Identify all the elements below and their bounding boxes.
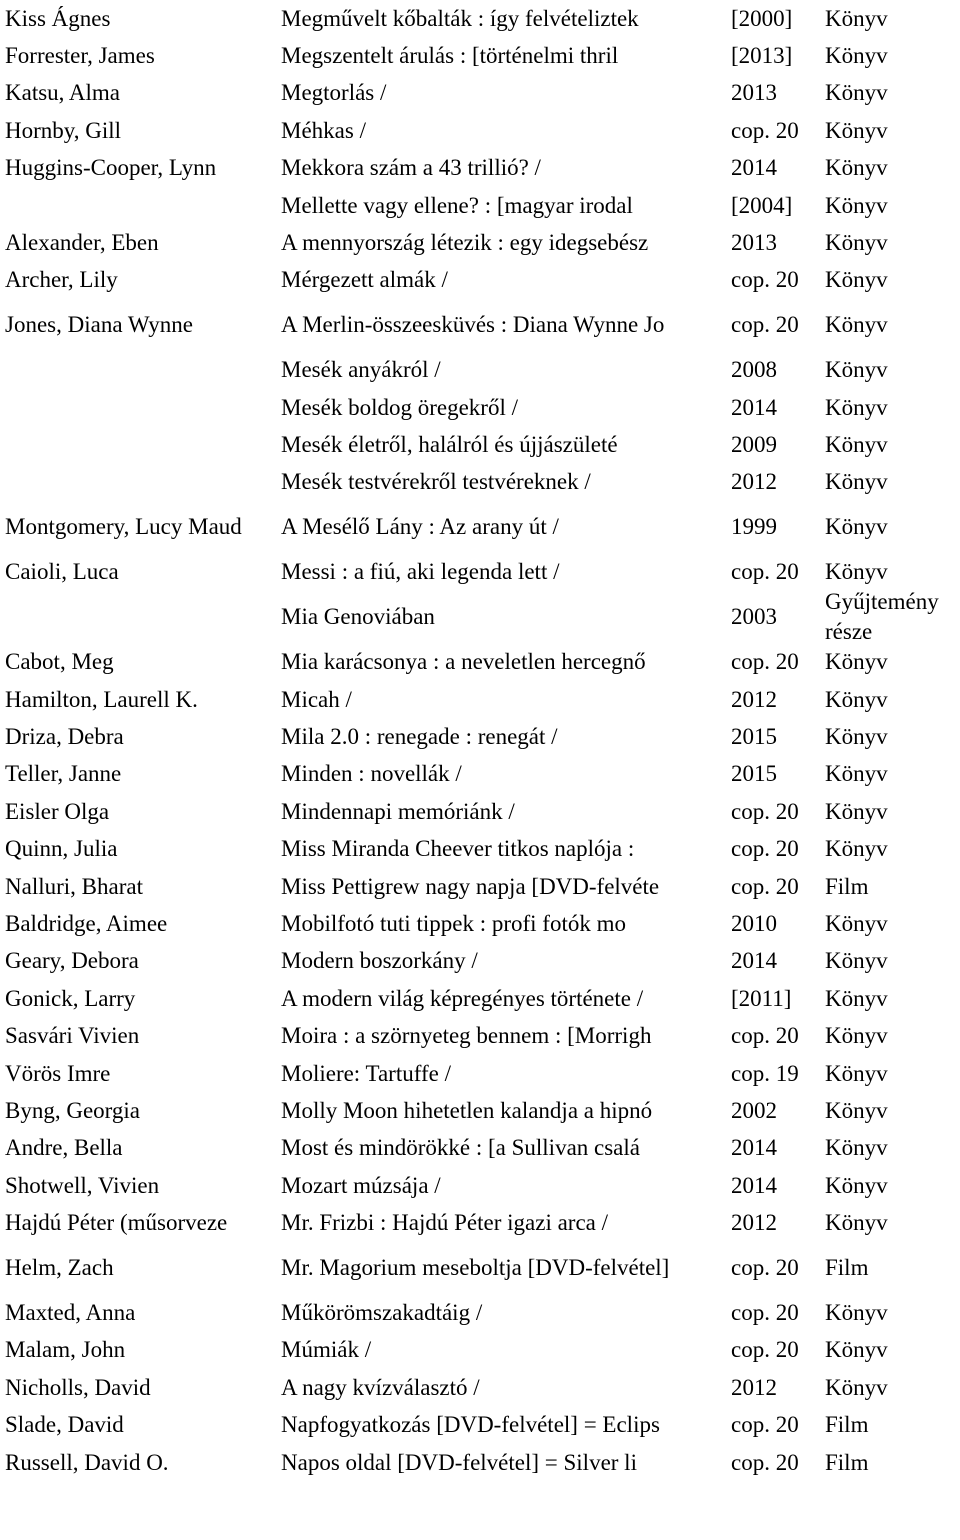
cell-type: Könyv xyxy=(825,514,888,540)
cell-type: Film xyxy=(825,1449,869,1475)
cell-author: Hamilton, Laurell K. xyxy=(5,686,198,712)
cell-type: Könyv xyxy=(825,432,888,458)
cell-type: Könyv xyxy=(825,267,888,293)
cell-type: Könyv xyxy=(825,649,888,675)
table-row xyxy=(0,943,960,980)
table-row xyxy=(0,1332,960,1369)
cell-year: 2002 xyxy=(731,1097,777,1123)
table-row xyxy=(0,1369,960,1406)
cell-title: Megművelt kőbalták : így felvételiztek xyxy=(281,5,639,31)
cell-year: 1999 xyxy=(731,514,777,540)
cell-author: Maxted, Anna xyxy=(5,1300,136,1326)
cell-type: Könyv xyxy=(825,394,888,420)
cell-title: Molly Moon hihetetlen kalandja a hipnó xyxy=(281,1097,653,1123)
cell-title: Mesék anyákról / xyxy=(281,357,441,383)
cell-year: cop. 20 xyxy=(731,1255,799,1281)
cell-title: Múmiák / xyxy=(281,1337,372,1363)
cell-author: Alexander, Eben xyxy=(5,230,159,256)
cell-title: Mila 2.0 : renegade : renegát / xyxy=(281,724,558,750)
cell-title: Most és mindörökké : [a Sullivan csalá xyxy=(281,1135,640,1161)
cell-type: Könyv xyxy=(825,1172,888,1198)
cell-year: cop. 20 xyxy=(731,798,799,824)
table-row xyxy=(0,1242,960,1295)
cell-type: Könyv xyxy=(825,5,888,31)
table-row xyxy=(0,187,960,224)
cell-type: Könyv xyxy=(825,686,888,712)
cell-author: Baldridge, Aimee xyxy=(5,911,168,936)
table-row xyxy=(0,37,960,74)
cell-author xyxy=(5,426,273,463)
cell-type: Könyv xyxy=(825,948,888,974)
cell-title: Moliere: Tartuffe / xyxy=(281,1060,451,1086)
cell-author: Quinn, Julia xyxy=(5,836,118,862)
cell-type: Könyv xyxy=(825,985,888,1011)
cell-type: Könyv xyxy=(825,1210,888,1236)
cell-title: Mozart múzsája / xyxy=(281,1172,441,1198)
cell-type: Könyv xyxy=(825,836,888,862)
cell-author: Caioli, Luca xyxy=(5,559,119,585)
cell-year: cop. 19 xyxy=(731,1060,799,1086)
cell-author: Byng, Georgia xyxy=(5,1097,141,1123)
cell-type: Gyűjtemény része xyxy=(825,591,939,644)
cell-author: Huggins-Cooper, Lynn xyxy=(5,155,217,181)
cell-type: Könyv xyxy=(825,1300,888,1326)
cell-author xyxy=(5,464,273,501)
cell-title: Megszentelt árulás : [történelmi thril xyxy=(281,43,619,69)
cell-year: 2012 xyxy=(731,1374,777,1400)
cell-author xyxy=(5,591,273,644)
table-row xyxy=(0,1130,960,1167)
table-row xyxy=(0,112,960,149)
cell-title: A Mesélő Lány : Az arany út / xyxy=(281,514,559,540)
table-row xyxy=(0,591,960,644)
table-row xyxy=(0,75,960,112)
cell-title: Napfogyatkozás [DVD-felvétel] = Eclips xyxy=(281,1412,660,1438)
table-row xyxy=(0,1017,960,1054)
cell-type: Könyv xyxy=(825,1337,888,1363)
cell-author: Sasvári Vivien xyxy=(5,1023,140,1049)
cell-author: Hornby, Gill xyxy=(5,117,122,143)
cell-title: Mia Genoviában xyxy=(281,604,435,630)
cell-title: Mobilfotó tuti tippek : profi fotók mo xyxy=(281,911,626,936)
table-row xyxy=(0,224,960,261)
cell-title: A modern világ képregényes története / xyxy=(281,985,644,1011)
cell-year: 2014 xyxy=(731,1135,777,1161)
cell-type: Könyv xyxy=(825,1135,888,1161)
cell-year: 2012 xyxy=(731,686,777,712)
cell-year: 2014 xyxy=(731,1172,777,1198)
cell-title: Mérgezett almák / xyxy=(281,267,448,293)
cell-author: Eisler Olga xyxy=(5,798,110,824)
table-row xyxy=(0,262,960,299)
cell-title: Mr. Frizbi : Hajdú Péter igazi arca / xyxy=(281,1210,609,1236)
cell-year: cop. 20 xyxy=(731,649,799,675)
cell-year: 2014 xyxy=(731,394,777,420)
table-row xyxy=(0,389,960,426)
table-row xyxy=(0,756,960,793)
table-row xyxy=(0,644,960,681)
table-row xyxy=(0,1407,960,1444)
cell-title: Mesék testvérekről testvéreknek / xyxy=(281,469,591,495)
cell-title: Moira : a szörnyeteg bennem : [Morrigh xyxy=(281,1023,652,1049)
table-row xyxy=(0,793,960,830)
cell-title: A Merlin-összeesküvés : Diana Wynne Jo xyxy=(281,312,665,338)
cell-year: 2014 xyxy=(731,948,777,974)
cell-type: Könyv xyxy=(825,798,888,824)
cell-year: 2015 xyxy=(731,761,777,787)
cell-type: Könyv xyxy=(825,469,888,495)
cell-title: Napos oldal [DVD-felvétel] = Silver li xyxy=(281,1449,637,1475)
cell-year: cop. 20 xyxy=(731,1337,799,1363)
cell-author: Helm, Zach xyxy=(5,1255,114,1281)
table-row xyxy=(0,1055,960,1092)
cell-author: Andre, Bella xyxy=(5,1135,123,1161)
cell-author: Driza, Debra xyxy=(5,724,124,750)
cell-author: Vörös Imre xyxy=(5,1060,111,1086)
cell-year: [2011] xyxy=(731,985,792,1011)
cell-title: Miss Pettigrew nagy napja [DVD-felvéte xyxy=(281,873,660,899)
cell-year: [2004] xyxy=(731,192,793,218)
cell-year: cop. 20 xyxy=(731,559,799,585)
cell-year: cop. 20 xyxy=(731,267,799,293)
table-row xyxy=(0,554,960,591)
cell-year: [2013] xyxy=(731,43,793,69)
cell-author: Cabot, Meg xyxy=(5,649,114,675)
cell-author: Jones, Diana Wynne xyxy=(5,312,193,338)
cell-title: Mekkora szám a 43 trillió? / xyxy=(281,155,541,181)
table-row xyxy=(0,0,960,37)
cell-author: Nalluri, Bharat xyxy=(5,873,143,899)
cell-title: Mr. Magorium meseboltja [DVD-felvétel] xyxy=(281,1255,670,1281)
cell-author: Katsu, Alma xyxy=(5,80,120,106)
cell-year: [2000] xyxy=(731,5,793,31)
cell-type: Könyv xyxy=(825,80,888,106)
table-row xyxy=(0,501,960,554)
cell-year: cop. 20 xyxy=(731,312,799,338)
table-row xyxy=(0,905,960,942)
cell-title: Mesék boldog öregekről / xyxy=(281,394,518,420)
cell-title: Modern boszorkány / xyxy=(281,948,478,974)
cell-type: Könyv xyxy=(825,1023,888,1049)
cell-author: Geary, Debora xyxy=(5,948,139,974)
cell-type: Könyv xyxy=(825,1374,888,1400)
cell-type: Könyv xyxy=(825,559,888,585)
table-row xyxy=(0,1444,960,1481)
cell-title: Micah / xyxy=(281,686,352,712)
cell-title: Minden : novellák / xyxy=(281,761,462,787)
cell-author xyxy=(5,352,273,389)
table-row xyxy=(0,1167,960,1204)
table-row xyxy=(0,831,960,868)
cell-author: Teller, Janne xyxy=(5,761,122,787)
cell-author: Kiss Ágnes xyxy=(5,5,111,31)
cell-author: Archer, Lily xyxy=(5,267,118,293)
cell-year: cop. 20 xyxy=(731,1449,799,1475)
cell-author xyxy=(5,389,273,426)
cell-author: Slade, David xyxy=(5,1412,124,1438)
table-row xyxy=(0,352,960,389)
cell-author: Montgomery, Lucy Maud xyxy=(5,514,242,540)
cell-title: Méhkas / xyxy=(281,117,366,143)
table-row xyxy=(0,868,960,905)
cell-type: Könyv xyxy=(825,911,888,936)
cell-type: Könyv xyxy=(825,117,888,143)
cell-title: Mindennapi memóriánk / xyxy=(281,798,515,824)
cell-year: 2013 xyxy=(731,80,777,106)
cell-type: Könyv xyxy=(825,230,888,256)
cell-year: cop. 20 xyxy=(731,1412,799,1438)
table-row xyxy=(0,1294,960,1331)
cell-author: Forrester, James xyxy=(5,43,155,69)
table-row xyxy=(0,299,960,352)
cell-year: cop. 20 xyxy=(731,1023,799,1049)
cell-year: 2008 xyxy=(731,357,777,383)
cell-year: cop. 20 xyxy=(731,1300,799,1326)
table-row xyxy=(0,150,960,187)
table-row xyxy=(0,1204,960,1241)
cell-year: 2013 xyxy=(731,230,777,256)
cell-year: 2009 xyxy=(731,432,777,458)
cell-title: A mennyország létezik : egy idegsebész xyxy=(281,230,649,256)
cell-type: Könyv xyxy=(825,1060,888,1086)
cell-year: 2012 xyxy=(731,1210,777,1236)
cell-type: Könyv xyxy=(825,724,888,750)
cell-title: Műkörömszakadtáig / xyxy=(281,1300,483,1326)
cell-year: cop. 20 xyxy=(731,836,799,862)
table-row xyxy=(0,980,960,1017)
cell-year: cop. 20 xyxy=(731,117,799,143)
cell-type: Könyv xyxy=(825,312,888,338)
cell-year: cop. 20 xyxy=(731,873,799,899)
cell-year: 2012 xyxy=(731,469,777,495)
table-row xyxy=(0,464,960,501)
cell-type: Film xyxy=(825,1255,869,1281)
cell-author: Hajdú Péter (műsorveze xyxy=(5,1210,228,1236)
table-row xyxy=(0,681,960,718)
cell-type: Film xyxy=(825,873,869,899)
cell-type: Könyv xyxy=(825,1097,888,1123)
cell-title: Megtorlás / xyxy=(281,80,387,106)
cell-title: Mia karácsonya : a neveletlen hercegnő xyxy=(281,649,646,675)
cell-title: Mesék életről, halálról és újjászületé xyxy=(281,432,618,458)
cell-type: Könyv xyxy=(825,43,888,69)
cell-title: Messi : a fiú, aki legenda lett / xyxy=(281,559,560,585)
cell-type: Film xyxy=(825,1412,869,1438)
cell-year: 2003 xyxy=(731,604,777,630)
cell-author: Gonick, Larry xyxy=(5,985,136,1011)
cell-type: Könyv xyxy=(825,761,888,787)
table-row xyxy=(0,718,960,755)
cell-type: Könyv xyxy=(825,155,888,181)
cell-title: Mellette vagy ellene? : [magyar irodal xyxy=(281,192,633,218)
cell-author: Nicholls, David xyxy=(5,1374,151,1400)
cell-author: Shotwell, Vivien xyxy=(5,1172,160,1198)
cell-year: 2010 xyxy=(731,911,777,936)
cell-title: A nagy kvízválasztó / xyxy=(281,1374,480,1400)
cell-type: Könyv xyxy=(825,357,888,383)
table-row xyxy=(0,1092,960,1129)
cell-author: Russell, David O. xyxy=(5,1449,169,1475)
table-row xyxy=(0,426,960,463)
cell-year: 2014 xyxy=(731,155,777,181)
cell-author xyxy=(5,187,273,224)
cell-year: 2015 xyxy=(731,724,777,750)
cell-type: Könyv xyxy=(825,192,888,218)
cell-title: Miss Miranda Cheever titkos naplója : xyxy=(281,836,635,862)
cell-author: Malam, John xyxy=(5,1337,126,1363)
